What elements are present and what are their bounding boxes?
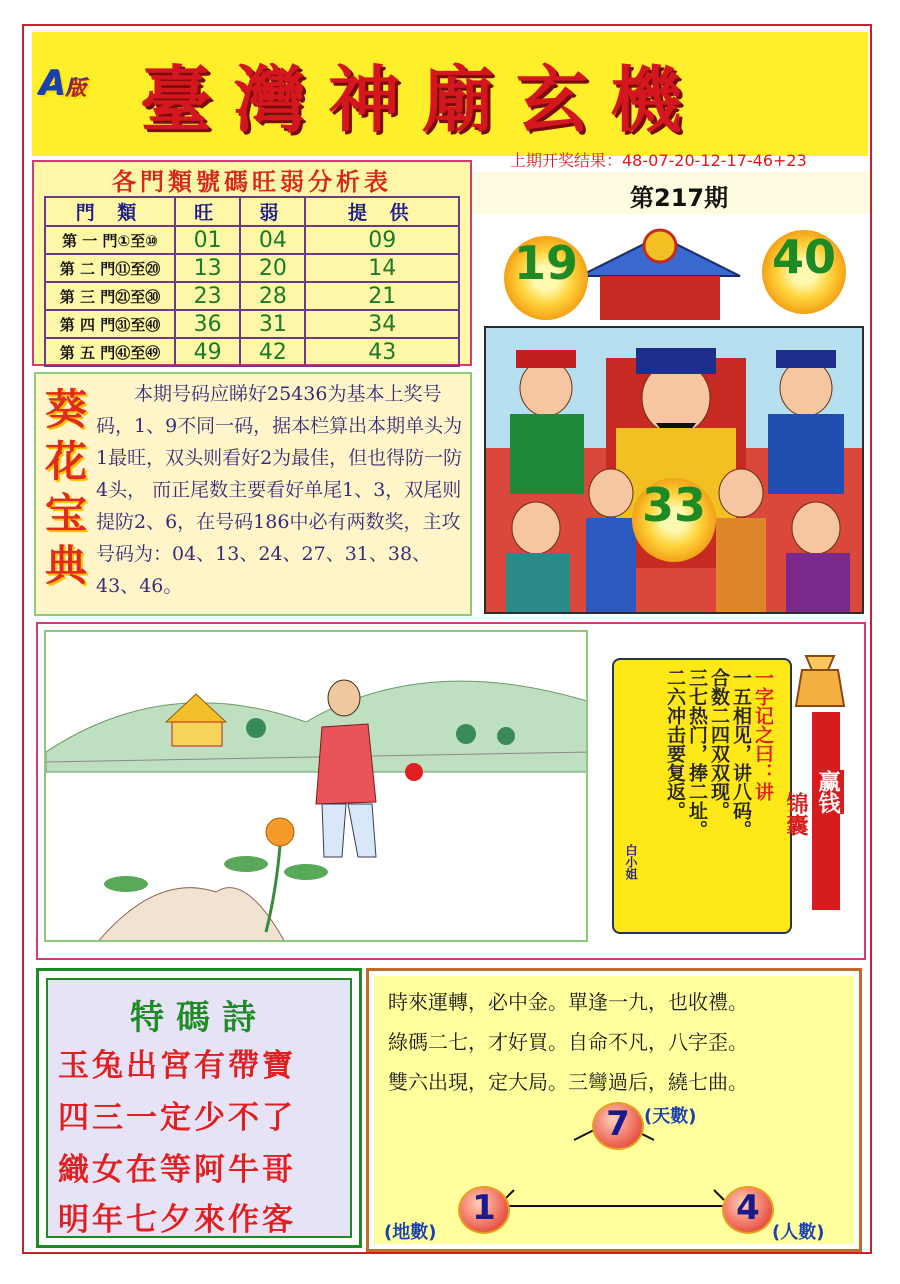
edition-badge bbox=[40, 56, 132, 126]
sunflower-text: 本期号码应睇好25436为基本上奖号码，1、9不同一码，据本栏算出本期单头为1最旺，双头则看好2为最佳，但也得防一防4头， 而正尾数主要看好单尾1、3，双尾则提防2、6，在号码186中必有两数奖，主攻号码为：04、13、24、27、31、38、43、46。 bbox=[96, 383, 463, 597]
table-cell: 04 bbox=[240, 226, 305, 254]
lucky-bag bbox=[784, 650, 858, 912]
earth-label: (地數) bbox=[384, 1222, 437, 1243]
table-header: 弱 bbox=[240, 197, 305, 226]
bag-label-win: 赢钱 bbox=[814, 770, 844, 814]
badge-sub: 版 bbox=[66, 76, 87, 100]
table-row bbox=[45, 338, 459, 366]
money-bag-icon bbox=[792, 650, 848, 710]
temple-roof bbox=[560, 216, 760, 326]
sky-number: 7 bbox=[592, 1102, 644, 1150]
human-number: 4 bbox=[722, 1186, 774, 1234]
lucky-number-ball: 40 bbox=[762, 230, 846, 314]
poem-line: 織女在等阿牛哥 bbox=[58, 1152, 296, 1188]
row-label: 第 二 門⑪至⑳ bbox=[45, 254, 175, 282]
table-cell: 42 bbox=[240, 338, 305, 366]
badge-letter: A bbox=[40, 64, 67, 104]
table-cell: 36 bbox=[175, 310, 240, 338]
table-cell: 13 bbox=[175, 254, 240, 282]
table-row bbox=[45, 254, 459, 282]
table-cell: 14 bbox=[305, 254, 459, 282]
table-row bbox=[45, 226, 459, 254]
sunflower-title: 葵花宝典 bbox=[44, 385, 87, 590]
lucky-number-ball: 19 bbox=[504, 236, 588, 320]
poem-title: 特碼詩 bbox=[130, 998, 268, 1038]
deities-artwork bbox=[486, 328, 864, 614]
table-cell: 23 bbox=[175, 282, 240, 310]
scroll-heading: 一字记之曰：讲 bbox=[752, 668, 774, 801]
table-cell: 20 bbox=[240, 254, 305, 282]
landscape-illustration bbox=[44, 630, 588, 942]
scroll-panel bbox=[600, 648, 810, 944]
scroll-line: 一五相见，讲八码。 bbox=[730, 668, 752, 839]
scroll-poem bbox=[634, 668, 774, 868]
table-row bbox=[45, 310, 459, 338]
table-cell: 43 bbox=[305, 338, 459, 366]
boy-landscape-artwork bbox=[46, 632, 588, 942]
verse-line: 綠碼二七，才好買。自命不凡，八字歪。 bbox=[388, 1030, 748, 1054]
table-cell: 28 bbox=[240, 282, 305, 310]
table-header: 旺 bbox=[175, 197, 240, 226]
scroll-line: 三七热门，捧二址。 bbox=[686, 668, 708, 839]
row-label: 第 三 門㉑至㉚ bbox=[45, 282, 175, 310]
scroll-signature: 白小姐 bbox=[624, 844, 638, 880]
human-label: (人數) bbox=[772, 1222, 825, 1243]
issue-number: 第217期 bbox=[470, 172, 870, 214]
verse-line: 時來運轉，必中金。單逢一九，也收禮。 bbox=[388, 990, 748, 1014]
table-cell: 34 bbox=[305, 310, 459, 338]
table-cell: 31 bbox=[240, 310, 305, 338]
last-result: 上期开奖结果：48-07-20-12-17-46+23 bbox=[510, 151, 807, 170]
poem-line: 明年七夕來作客 bbox=[58, 1202, 296, 1238]
poem-line: 四三一定少不了 bbox=[58, 1100, 296, 1136]
poem-line: 玉兔出宮有帶寶 bbox=[58, 1048, 296, 1084]
row-label: 第 四 門㉛至㊵ bbox=[45, 310, 175, 338]
analysis-title: 各門類號碼旺弱分析表 bbox=[112, 168, 392, 196]
table-header: 提 供 bbox=[305, 197, 459, 226]
table-cell: 09 bbox=[305, 226, 459, 254]
row-label: 第 一 門①至⑩ bbox=[45, 226, 175, 254]
table-row bbox=[45, 282, 459, 310]
lucky-number-ball: 33 bbox=[632, 478, 716, 562]
analysis-table bbox=[44, 196, 460, 367]
sky-label: (天數) bbox=[644, 1106, 697, 1127]
bag-label-pouch: 锦囊 bbox=[783, 792, 809, 836]
temple-illustration bbox=[484, 326, 864, 614]
scroll-line: 二六冲击要复返。 bbox=[664, 668, 686, 820]
page-title: 臺灣神廟玄機 bbox=[140, 57, 705, 142]
row-label: 第 五 門㊶至㊾ bbox=[45, 338, 175, 366]
table-header: 門 類 bbox=[45, 197, 175, 226]
scroll-line: 合数二四双双现。 bbox=[708, 668, 730, 820]
verse-line: 雙六出現，定大局。三彎過后，繞七曲。 bbox=[388, 1070, 748, 1094]
table-cell: 01 bbox=[175, 226, 240, 254]
earth-number: 1 bbox=[458, 1186, 510, 1234]
table-cell: 21 bbox=[305, 282, 459, 310]
table-cell: 49 bbox=[175, 338, 240, 366]
